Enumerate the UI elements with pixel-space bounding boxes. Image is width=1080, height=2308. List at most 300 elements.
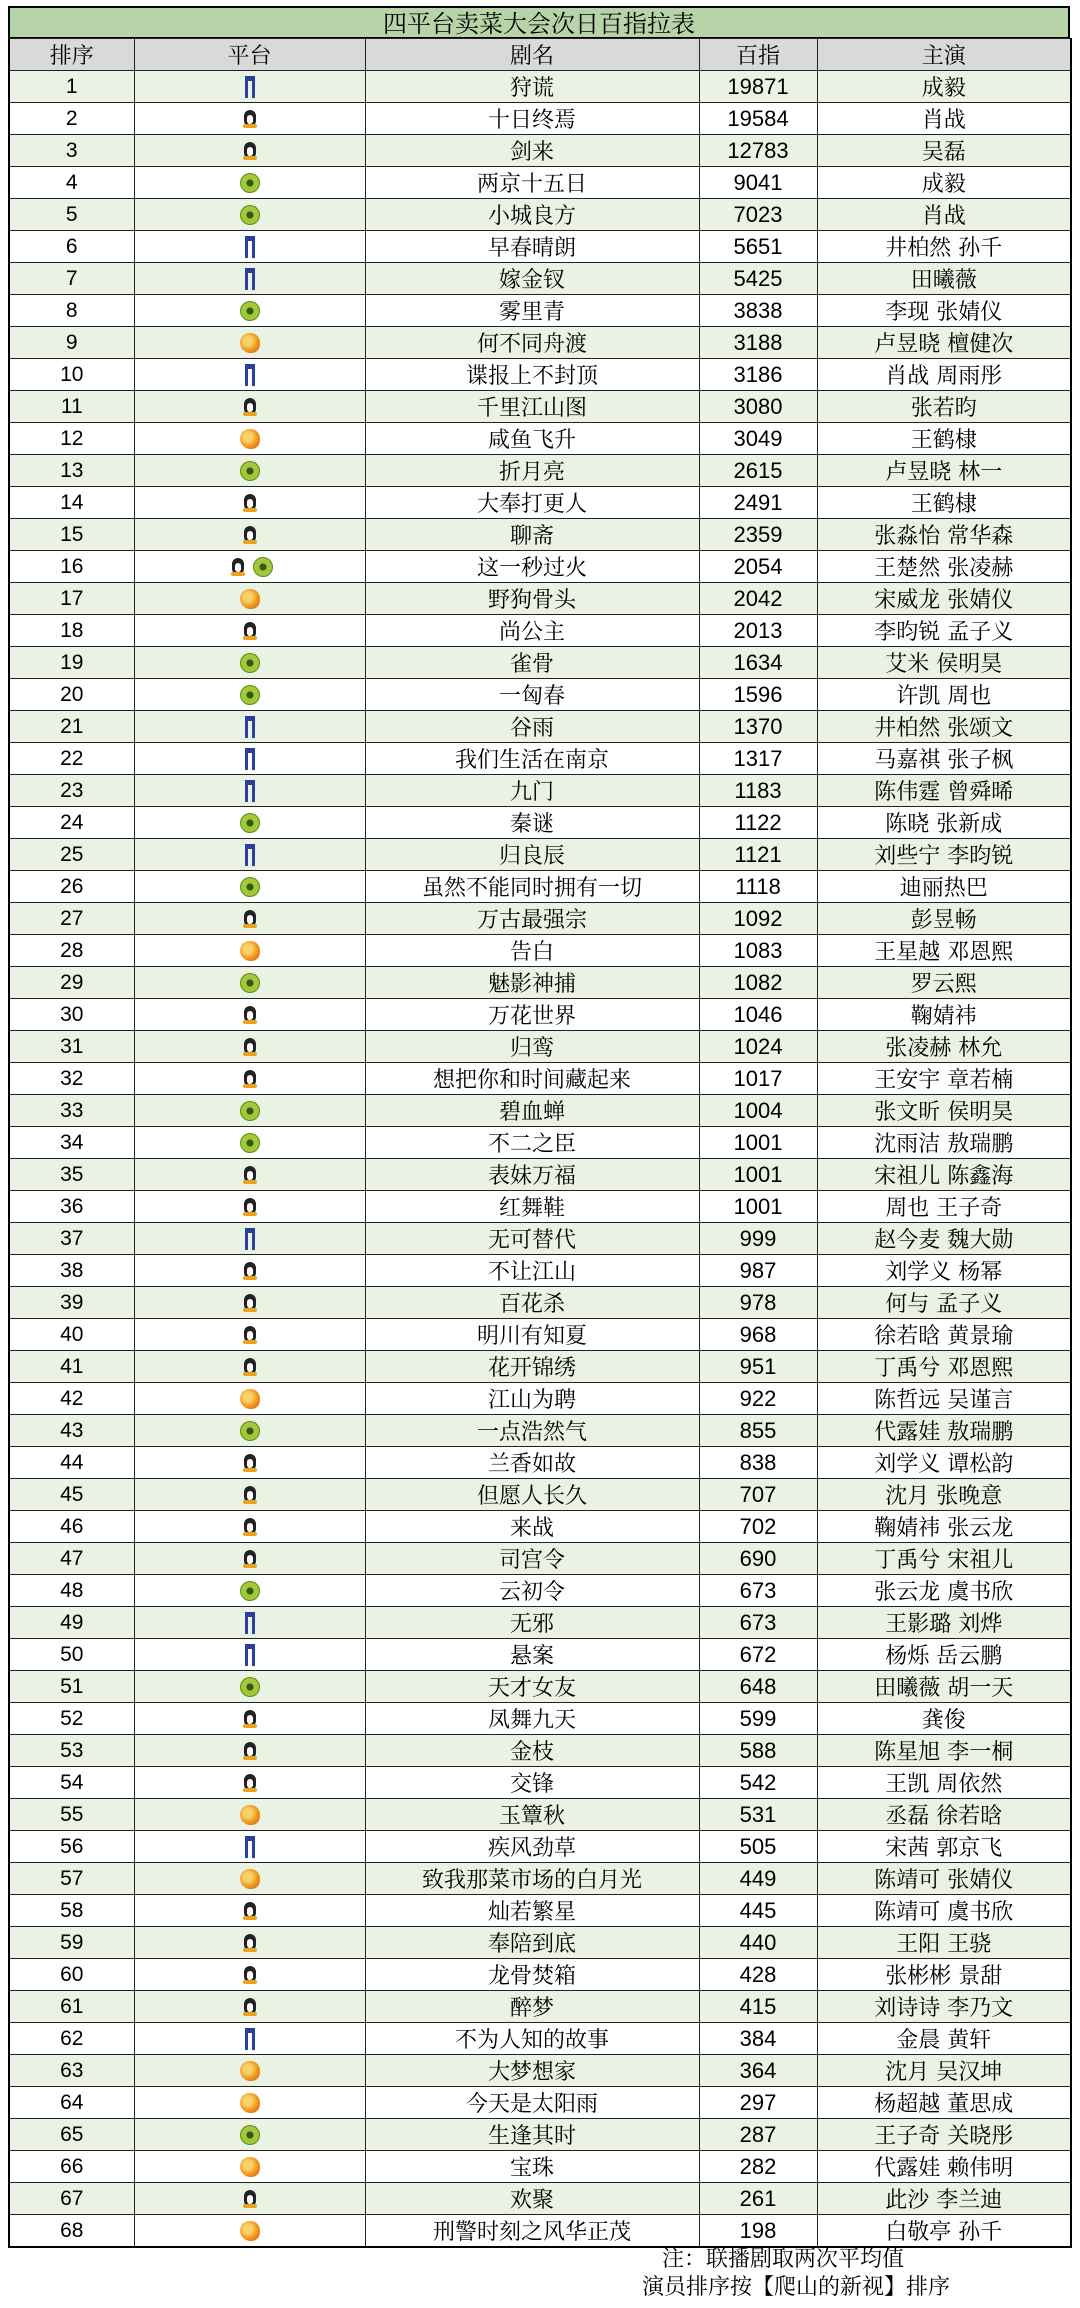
cell-lead: 李昀锐 孟子义 [817,615,1071,647]
cell-lead: 代露娃 敖瑞鹏 [817,1415,1071,1447]
cell-rank: 53 [9,1735,134,1767]
cell-rank: 45 [9,1479,134,1511]
cell-drama: 魅影神捕 [365,967,699,999]
platform-icons [239,1037,261,1057]
cell-index: 1001 [699,1127,817,1159]
cell-platform [134,1991,365,2023]
cell-index: 7023 [699,199,817,231]
cell-rank: 65 [9,2119,134,2151]
cell-drama: 不让江山 [365,1255,699,1287]
cell-drama: 兰香如故 [365,1447,699,1479]
cell-platform [134,2119,365,2151]
cell-platform [134,1415,365,1447]
table-row [9,1031,1071,1063]
youku-icon [245,236,255,258]
iqiyi-icon [240,461,260,481]
table-row [9,1735,1071,1767]
header-rank: 排序 [9,39,134,71]
table-row [9,423,1071,455]
cell-rank: 30 [9,999,134,1031]
platform-icons [240,1421,260,1441]
platform-icons [239,1005,261,1025]
cell-platform [134,871,365,903]
tencent-icon [239,141,261,161]
cell-platform [134,1031,365,1063]
cell-index: 282 [699,2151,817,2183]
platform-icons [239,1453,261,1473]
cell-platform [134,583,365,615]
iqiyi-icon [240,1677,260,1697]
platform-icons [240,333,260,353]
cell-rank: 35 [9,1159,134,1191]
cell-platform [134,2183,365,2215]
cell-index: 987 [699,1255,817,1287]
mango-icon [240,1389,260,1409]
cell-rank: 64 [9,2087,134,2119]
cell-index: 588 [699,1735,817,1767]
cell-rank: 57 [9,1863,134,1895]
tencent-icon [239,1005,261,1025]
cell-drama: 聊斋 [365,519,699,551]
cell-rank: 20 [9,679,134,711]
cell-rank: 49 [9,1607,134,1639]
cell-rank: 29 [9,967,134,999]
cell-lead: 龚俊 [817,1703,1071,1735]
table-row [9,263,1071,295]
cell-drama: 折月亮 [365,455,699,487]
table-row [9,551,1071,583]
cell-platform [134,1671,365,1703]
cell-index: 2491 [699,487,817,519]
table-row [9,2215,1071,2248]
cell-platform [134,1191,365,1223]
table-row [9,1927,1071,1959]
cell-rank: 7 [9,263,134,295]
youku-icon [245,844,255,866]
cell-lead: 陈星旭 李一桐 [817,1735,1071,1767]
cell-rank: 47 [9,1543,134,1575]
table-row [9,103,1071,135]
cell-lead: 卢昱晓 林一 [817,455,1071,487]
cell-rank: 59 [9,1927,134,1959]
cell-drama: 江山为聘 [365,1383,699,1415]
platform-icons [245,364,255,386]
cell-rank: 56 [9,1831,134,1863]
platform-icons [239,397,261,417]
cell-platform [134,1895,365,1927]
cell-rank: 27 [9,903,134,935]
cell-drama: 不二之臣 [365,1127,699,1159]
cell-lead: 王楚然 张凌赫 [817,551,1071,583]
cell-drama: 表妹万福 [365,1159,699,1191]
table-row [9,1607,1071,1639]
platform-icons [240,813,260,833]
mango-icon [240,2221,260,2241]
cell-index: 445 [699,1895,817,1927]
cell-index: 672 [699,1639,817,1671]
table-row [9,679,1071,711]
cell-drama: 一点浩然气 [365,1415,699,1447]
platform-icons [239,1325,261,1345]
table-row [9,1575,1071,1607]
table-title: 四平台卖菜大会次日百指拉表 [8,6,1070,38]
table-row [9,1351,1071,1383]
cell-drama: 早春晴朗 [365,231,699,263]
cell-index: 261 [699,2183,817,2215]
cell-lead: 王凯 周依然 [817,1767,1071,1799]
cell-rank: 61 [9,1991,134,2023]
cell-lead: 陈伟霆 曾舜晞 [817,775,1071,807]
cell-index: 1370 [699,711,817,743]
tencent-icon [239,1037,261,1057]
cell-drama: 虽然不能同时拥有一切 [365,871,699,903]
cell-lead: 张云龙 虞书欣 [817,1575,1071,1607]
table-row [9,1447,1071,1479]
cell-rank: 54 [9,1767,134,1799]
iqiyi-icon [240,973,260,993]
cell-rank: 13 [9,455,134,487]
cell-index: 690 [699,1543,817,1575]
cell-lead: 沈月 张晚意 [817,1479,1071,1511]
cell-rank: 43 [9,1415,134,1447]
platform-icons [240,2221,260,2241]
cell-platform [134,679,365,711]
cell-lead: 田曦薇 胡一天 [817,1671,1071,1703]
cell-drama: 两京十五日 [365,167,699,199]
platform-icons [245,780,255,802]
cell-platform [134,263,365,295]
cell-lead: 杨超越 董思成 [817,2087,1071,2119]
table-row [9,615,1071,647]
platform-icons [240,173,260,193]
cell-index: 415 [699,1991,817,2023]
cell-rank: 26 [9,871,134,903]
platform-icons [239,1357,261,1377]
cell-platform [134,103,365,135]
cell-platform [134,1447,365,1479]
table-row [9,1671,1071,1703]
table-row [9,839,1071,871]
cell-platform [134,807,365,839]
platform-icons [239,2189,261,2209]
tencent-icon [239,1069,261,1089]
platform-icons [240,461,260,481]
platform-icons [245,1836,255,1858]
tencent-icon [239,1773,261,1793]
cell-rank: 1 [9,71,134,103]
cell-lead: 艾米 侯明昊 [817,647,1071,679]
cell-rank: 38 [9,1255,134,1287]
cell-index: 531 [699,1799,817,1831]
youku-icon [245,1644,255,1666]
header-row [9,39,1071,71]
iqiyi-icon [240,1101,260,1121]
cell-index: 5651 [699,231,817,263]
cell-platform [134,1383,365,1415]
cell-lead: 王阳 王骁 [817,1927,1071,1959]
youku-icon [245,780,255,802]
platform-icons [239,621,261,641]
youku-icon [245,268,255,290]
table-row [9,135,1071,167]
cell-drama: 刑警时刻之风华正茂 [365,2215,699,2248]
table-row [9,167,1071,199]
cell-platform [134,903,365,935]
table-row [9,583,1071,615]
cell-lead: 张淼怡 常华森 [817,519,1071,551]
cell-index: 1001 [699,1159,817,1191]
cell-index: 449 [699,1863,817,1895]
tencent-icon [239,397,261,417]
cell-platform [134,1863,365,1895]
table-row [9,711,1071,743]
platform-icons [240,301,260,321]
platform-icons [239,1741,261,1761]
cell-index: 505 [699,1831,817,1863]
cell-drama: 花开锦绣 [365,1351,699,1383]
cell-drama: 无可替代 [365,1223,699,1255]
cell-index: 542 [699,1767,817,1799]
youku-icon [245,748,255,770]
cell-platform [134,2215,365,2248]
mango-icon [240,941,260,961]
cell-rank: 18 [9,615,134,647]
tencent-icon [239,1261,261,1281]
cell-lead: 王影璐 刘烨 [817,1607,1071,1639]
cell-index: 428 [699,1959,817,1991]
cell-rank: 10 [9,359,134,391]
cell-drama: 千里江山图 [365,391,699,423]
cell-drama: 宝珠 [365,2151,699,2183]
cell-lead: 肖战 [817,199,1071,231]
cell-platform [134,1479,365,1511]
platform-icons [240,2093,260,2113]
cell-index: 978 [699,1287,817,1319]
cell-lead: 白敬亭 孙千 [817,2215,1071,2248]
tencent-icon [239,1453,261,1473]
cell-drama: 欢聚 [365,2183,699,2215]
mango-icon [240,333,260,353]
platform-icons [240,1805,260,1825]
cell-platform [134,1799,365,1831]
table-row [9,1063,1071,1095]
cell-index: 1046 [699,999,817,1031]
cell-platform [134,839,365,871]
cell-drama: 来战 [365,1511,699,1543]
platform-icons [239,1997,261,2017]
tencent-icon [239,909,261,929]
cell-drama: 龙骨焚箱 [365,1959,699,1991]
mango-icon [240,1869,260,1889]
cell-lead: 张若昀 [817,391,1071,423]
cell-rank: 55 [9,1799,134,1831]
cell-rank: 24 [9,807,134,839]
cell-lead: 吴磊 [817,135,1071,167]
platform-icons [245,1228,255,1250]
cell-platform [134,167,365,199]
cell-platform [134,135,365,167]
cell-platform [134,1159,365,1191]
header-index: 百指 [699,39,817,71]
platform-icons [245,268,255,290]
cell-drama: 生逢其时 [365,2119,699,2151]
cell-lead: 沈雨洁 敖瑞鹏 [817,1127,1071,1159]
cell-rank: 63 [9,2055,134,2087]
platform-icons [240,2125,260,2145]
platform-icons [239,1965,261,1985]
cell-lead: 丁禹兮 宋祖儿 [817,1543,1071,1575]
cell-drama: 十日终焉 [365,103,699,135]
table-row [9,647,1071,679]
cell-index: 673 [699,1575,817,1607]
cell-lead: 王鹤棣 [817,423,1071,455]
cell-drama: 司宫令 [365,1543,699,1575]
cell-drama: 奉陪到底 [365,1927,699,1959]
cell-lead: 肖战 周雨彤 [817,359,1071,391]
platform-icons [240,941,260,961]
table-row [9,359,1071,391]
cell-drama: 玉簟秋 [365,1799,699,1831]
tencent-icon [239,1997,261,2017]
platform-icons [239,1293,261,1313]
cell-drama: 雾里青 [365,295,699,327]
cell-platform [134,1735,365,1767]
cell-rank: 40 [9,1319,134,1351]
cell-drama: 嫁金钗 [365,263,699,295]
cell-index: 1596 [699,679,817,711]
cell-index: 287 [699,2119,817,2151]
cell-drama: 谍报上不封顶 [365,359,699,391]
cell-platform [134,1511,365,1543]
cell-rank: 3 [9,135,134,167]
cell-rank: 51 [9,1671,134,1703]
tencent-icon [239,109,261,129]
cell-lead: 肖战 [817,103,1071,135]
tencent-icon [239,1933,261,1953]
youku-icon [245,76,255,98]
cell-drama: 醉梦 [365,1991,699,2023]
cell-index: 1001 [699,1191,817,1223]
cell-lead: 成毅 [817,167,1071,199]
table-row [9,71,1071,103]
cell-index: 1082 [699,967,817,999]
cell-index: 1083 [699,935,817,967]
cell-platform [134,1927,365,1959]
table-row [9,1959,1071,1991]
cell-lead: 宋威龙 张婧仪 [817,583,1071,615]
platform-icons [240,1133,260,1153]
platform-icons [239,141,261,161]
cell-lead: 彭昱畅 [817,903,1071,935]
cell-lead: 徐若晗 黄景瑜 [817,1319,1071,1351]
cell-rank: 67 [9,2183,134,2215]
header-platform: 平台 [134,39,365,71]
platform-icons [239,1709,261,1729]
cell-platform [134,1287,365,1319]
platform-icons [245,2028,255,2050]
tencent-icon [239,2189,261,2209]
cell-rank: 25 [9,839,134,871]
cell-rank: 16 [9,551,134,583]
cell-lead: 陈靖可 张婧仪 [817,1863,1071,1895]
cell-drama: 一匈春 [365,679,699,711]
cell-lead: 罗云熙 [817,967,1071,999]
cell-rank: 33 [9,1095,134,1127]
table-row [9,903,1071,935]
cell-rank: 19 [9,647,134,679]
table-row [9,2087,1071,2119]
cell-drama: 万古最强宗 [365,903,699,935]
cell-index: 855 [699,1415,817,1447]
table-row [9,519,1071,551]
cell-lead: 宋祖儿 陈鑫海 [817,1159,1071,1191]
mango-icon [240,2093,260,2113]
cell-index: 2615 [699,455,817,487]
iqiyi-icon [240,813,260,833]
mango-icon [240,1805,260,1825]
cell-index: 19871 [699,71,817,103]
cell-platform [134,1063,365,1095]
cell-drama: 灿若繁星 [365,1895,699,1927]
table-row [9,935,1071,967]
cell-platform [134,2087,365,2119]
table-body [9,71,1071,2248]
cell-drama: 何不同舟渡 [365,327,699,359]
cell-drama: 尚公主 [365,615,699,647]
tencent-icon [239,1325,261,1345]
cell-platform [134,487,365,519]
cell-drama: 云初令 [365,1575,699,1607]
ranking-sheet [8,6,1070,2248]
table-row [9,1543,1071,1575]
cell-rank: 39 [9,1287,134,1319]
cell-rank: 9 [9,327,134,359]
cell-rank: 52 [9,1703,134,1735]
cell-rank: 32 [9,1063,134,1095]
youku-icon [245,2028,255,2050]
cell-rank: 42 [9,1383,134,1415]
cell-index: 384 [699,2023,817,2055]
cell-index: 673 [699,1607,817,1639]
table-row [9,1799,1071,1831]
cell-drama: 这一秒过火 [365,551,699,583]
ranking-table [8,38,1072,2248]
cell-index: 1017 [699,1063,817,1095]
cell-rank: 21 [9,711,134,743]
cell-drama: 万花世界 [365,999,699,1031]
cell-index: 2042 [699,583,817,615]
cell-platform [134,967,365,999]
table-row [9,999,1071,1031]
cell-drama: 九门 [365,775,699,807]
cell-rank: 11 [9,391,134,423]
cell-rank: 62 [9,2023,134,2055]
table-row [9,455,1071,487]
cell-rank: 34 [9,1127,134,1159]
cell-index: 3049 [699,423,817,455]
table-row [9,1767,1071,1799]
header-drama: 剧名 [365,39,699,71]
tencent-icon [239,1901,261,1921]
cell-platform [134,1639,365,1671]
platform-icons [239,1517,261,1537]
mango-icon [240,2061,260,2081]
platform-icons [239,1485,261,1505]
table-row [9,1383,1071,1415]
cell-drama: 告白 [365,935,699,967]
table-row [9,2183,1071,2215]
platform-icons [239,493,261,513]
